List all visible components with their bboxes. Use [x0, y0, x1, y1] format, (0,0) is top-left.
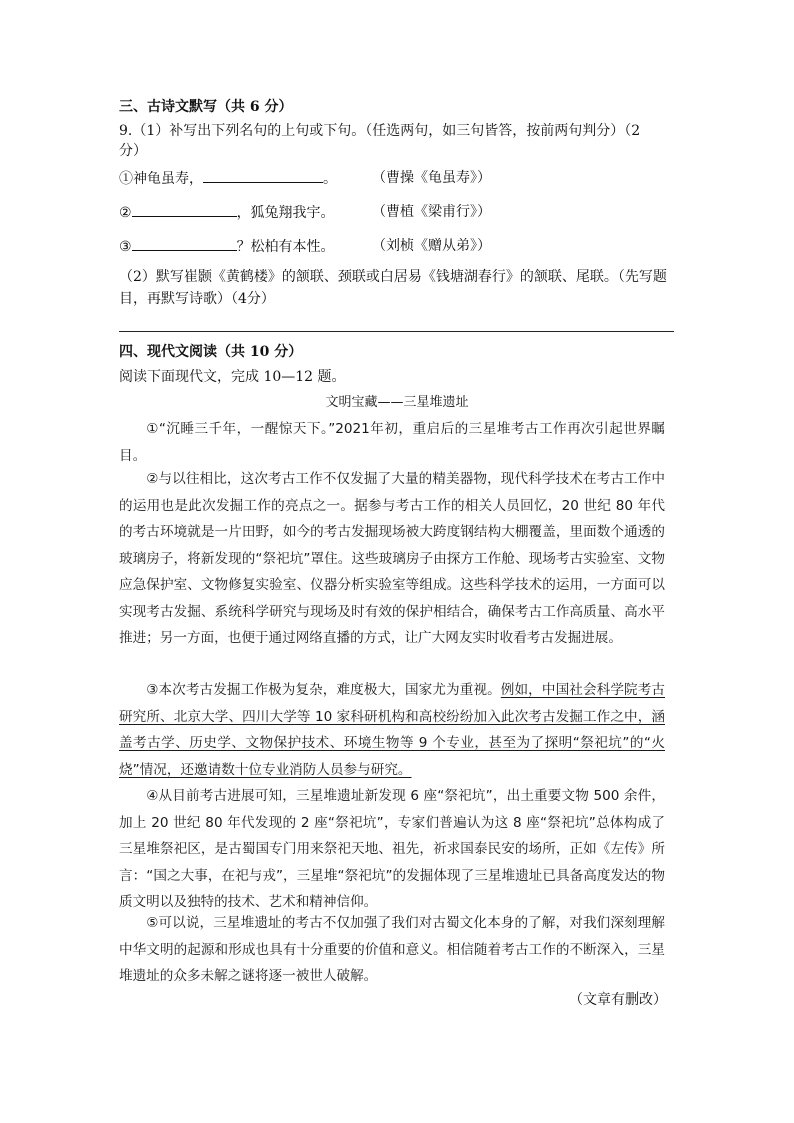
- article-paragraph-1: ①“沉睡三千年，一醒惊天下。”2021年初，重启后的三星堆考古工作再次引起世界瞩目。: [119, 421, 665, 464]
- fill-item-3-source: （刘桢《赠从弟》）: [372, 238, 491, 254]
- fill-item-1: [119, 168, 337, 189]
- edit-note: （文章有删改）: [569, 992, 667, 1008]
- section3-heading: 三、古诗文默写（共 6 分）: [119, 99, 293, 115]
- q9-2-prompt-line1: （2）默写崔颢《黄鹤楼》的颔联、颈联或白居易《钱塘湖春行》的颔联、尾联。（先写题: [119, 269, 667, 285]
- article-paragraph-3: [119, 677, 665, 783]
- fill-item-1-text: ①神龟虽寿，: [119, 171, 203, 187]
- article-paragraph-4: ④从目前考古进展可知，三星堆遗址新发现 6 座“祭祀坑”，出土重要文物 500 余件，加上 20 世纪 80 年代发现的 2 座“祭祀坑”，专家们普遍认为这 8 座“祭祀坑”总体构成了三星堆祭祀区，是古蜀国专门用来祭祀天地、祖先，祈求国泰民安的场所，正如《左传》所言：“国之大事，在祀与戎”，三星堆“祭祀坑”的发掘体现了三星堆遗址已具备高度发达的物质文明以及独特的技术、艺术和精神信仰。: [119, 788, 665, 910]
- q9-2-prompt-line2: 目，再默写诗歌）（4分）: [119, 291, 275, 307]
- section4-intro: 阅读下面现代文，完成 10—12 题。: [119, 369, 346, 385]
- fill-item-3-text: ？松柏有本性。: [236, 239, 335, 255]
- fill-item-1-end: 。: [323, 171, 337, 187]
- q9-prompt-line2: 分）: [119, 143, 147, 159]
- q9-prompt-line1: 9.（1）补写出下列名句的上句或下句。（任选两句，如三句皆答，按前两句判分）（2: [119, 123, 641, 139]
- fill-item-3-num: ③: [119, 239, 132, 255]
- paragraph-3-text: ③本次考古发掘工作极为复杂，难度极大，国家尤为重视。: [146, 682, 501, 698]
- fill-blank-1[interactable]: [203, 168, 323, 183]
- fill-blank-3[interactable]: [132, 236, 237, 251]
- fill-item-2: [119, 202, 335, 223]
- answer-line-divider: [119, 331, 674, 332]
- fill-item-2-text: ，狐兔翔我宇。: [236, 205, 335, 221]
- fill-item-3: [119, 236, 335, 257]
- fill-blank-2[interactable]: [132, 202, 237, 217]
- article-paragraph-5: ⑤可以说，三星堆遗址的考古不仅加强了我们对古蜀文化本身的了解，对我们深刻理解中华文明的起源和形成也具有十分重要的价值和意义。相信随着考古工作的不断深入，三星堆遗址的众多未解之谜将逐一被世人破解。: [119, 915, 665, 984]
- article-paragraph-2: ②与以往相比，这次考古工作不仅发掘了大量的精美器物，现代科学技术在考古工作中的运用也是此次发掘工作的亮点之一。据参与考古工作的相关人员回忆，20 世纪 80 年代的考古环境就是一片田野，如今的考古发掘现场被大跨度钢结构大棚覆盖，里面数个通透的玻璃房子，将新发现的“祭祀坑”罩住。这些玻璃房子由探方工作舱、现场考古实验室、文物应急保护室、文物修复实验室、仪器分析实验室等组成。这些科学技术的运用，一方面可以实现考古发掘、系统科学研究与现场及时有效的保护相结合，确保考古工作高质量、高水平推进；另一方面，也便于通过网络直播的方式，让广大网友实时收看考古发掘进展。: [119, 471, 665, 646]
- fill-item-1-source: （曹操《龟虽寿》）: [372, 170, 491, 186]
- section4-heading: 四、现代文阅读（共 10 分）: [119, 344, 303, 360]
- fill-item-2-source: （曹植《梁甫行》）: [372, 204, 491, 220]
- fill-item-2-num: ②: [119, 205, 132, 221]
- article-title: 文明宝藏——三星堆遗址: [325, 395, 469, 410]
- paragraph-3-underlined: 例如，中国社会科学院考古研究所、北京大学、四川大学等 10 家科研机构和高校纷纷加入此次考古发掘工作之中，涵盖考古学、历史学、文物保护技术、环境生物等 9 个专业，甚至为了探明“祭祀坑”的“火烧”情况，还邀请数十位专业消防人员参与研究。: [119, 682, 666, 778]
